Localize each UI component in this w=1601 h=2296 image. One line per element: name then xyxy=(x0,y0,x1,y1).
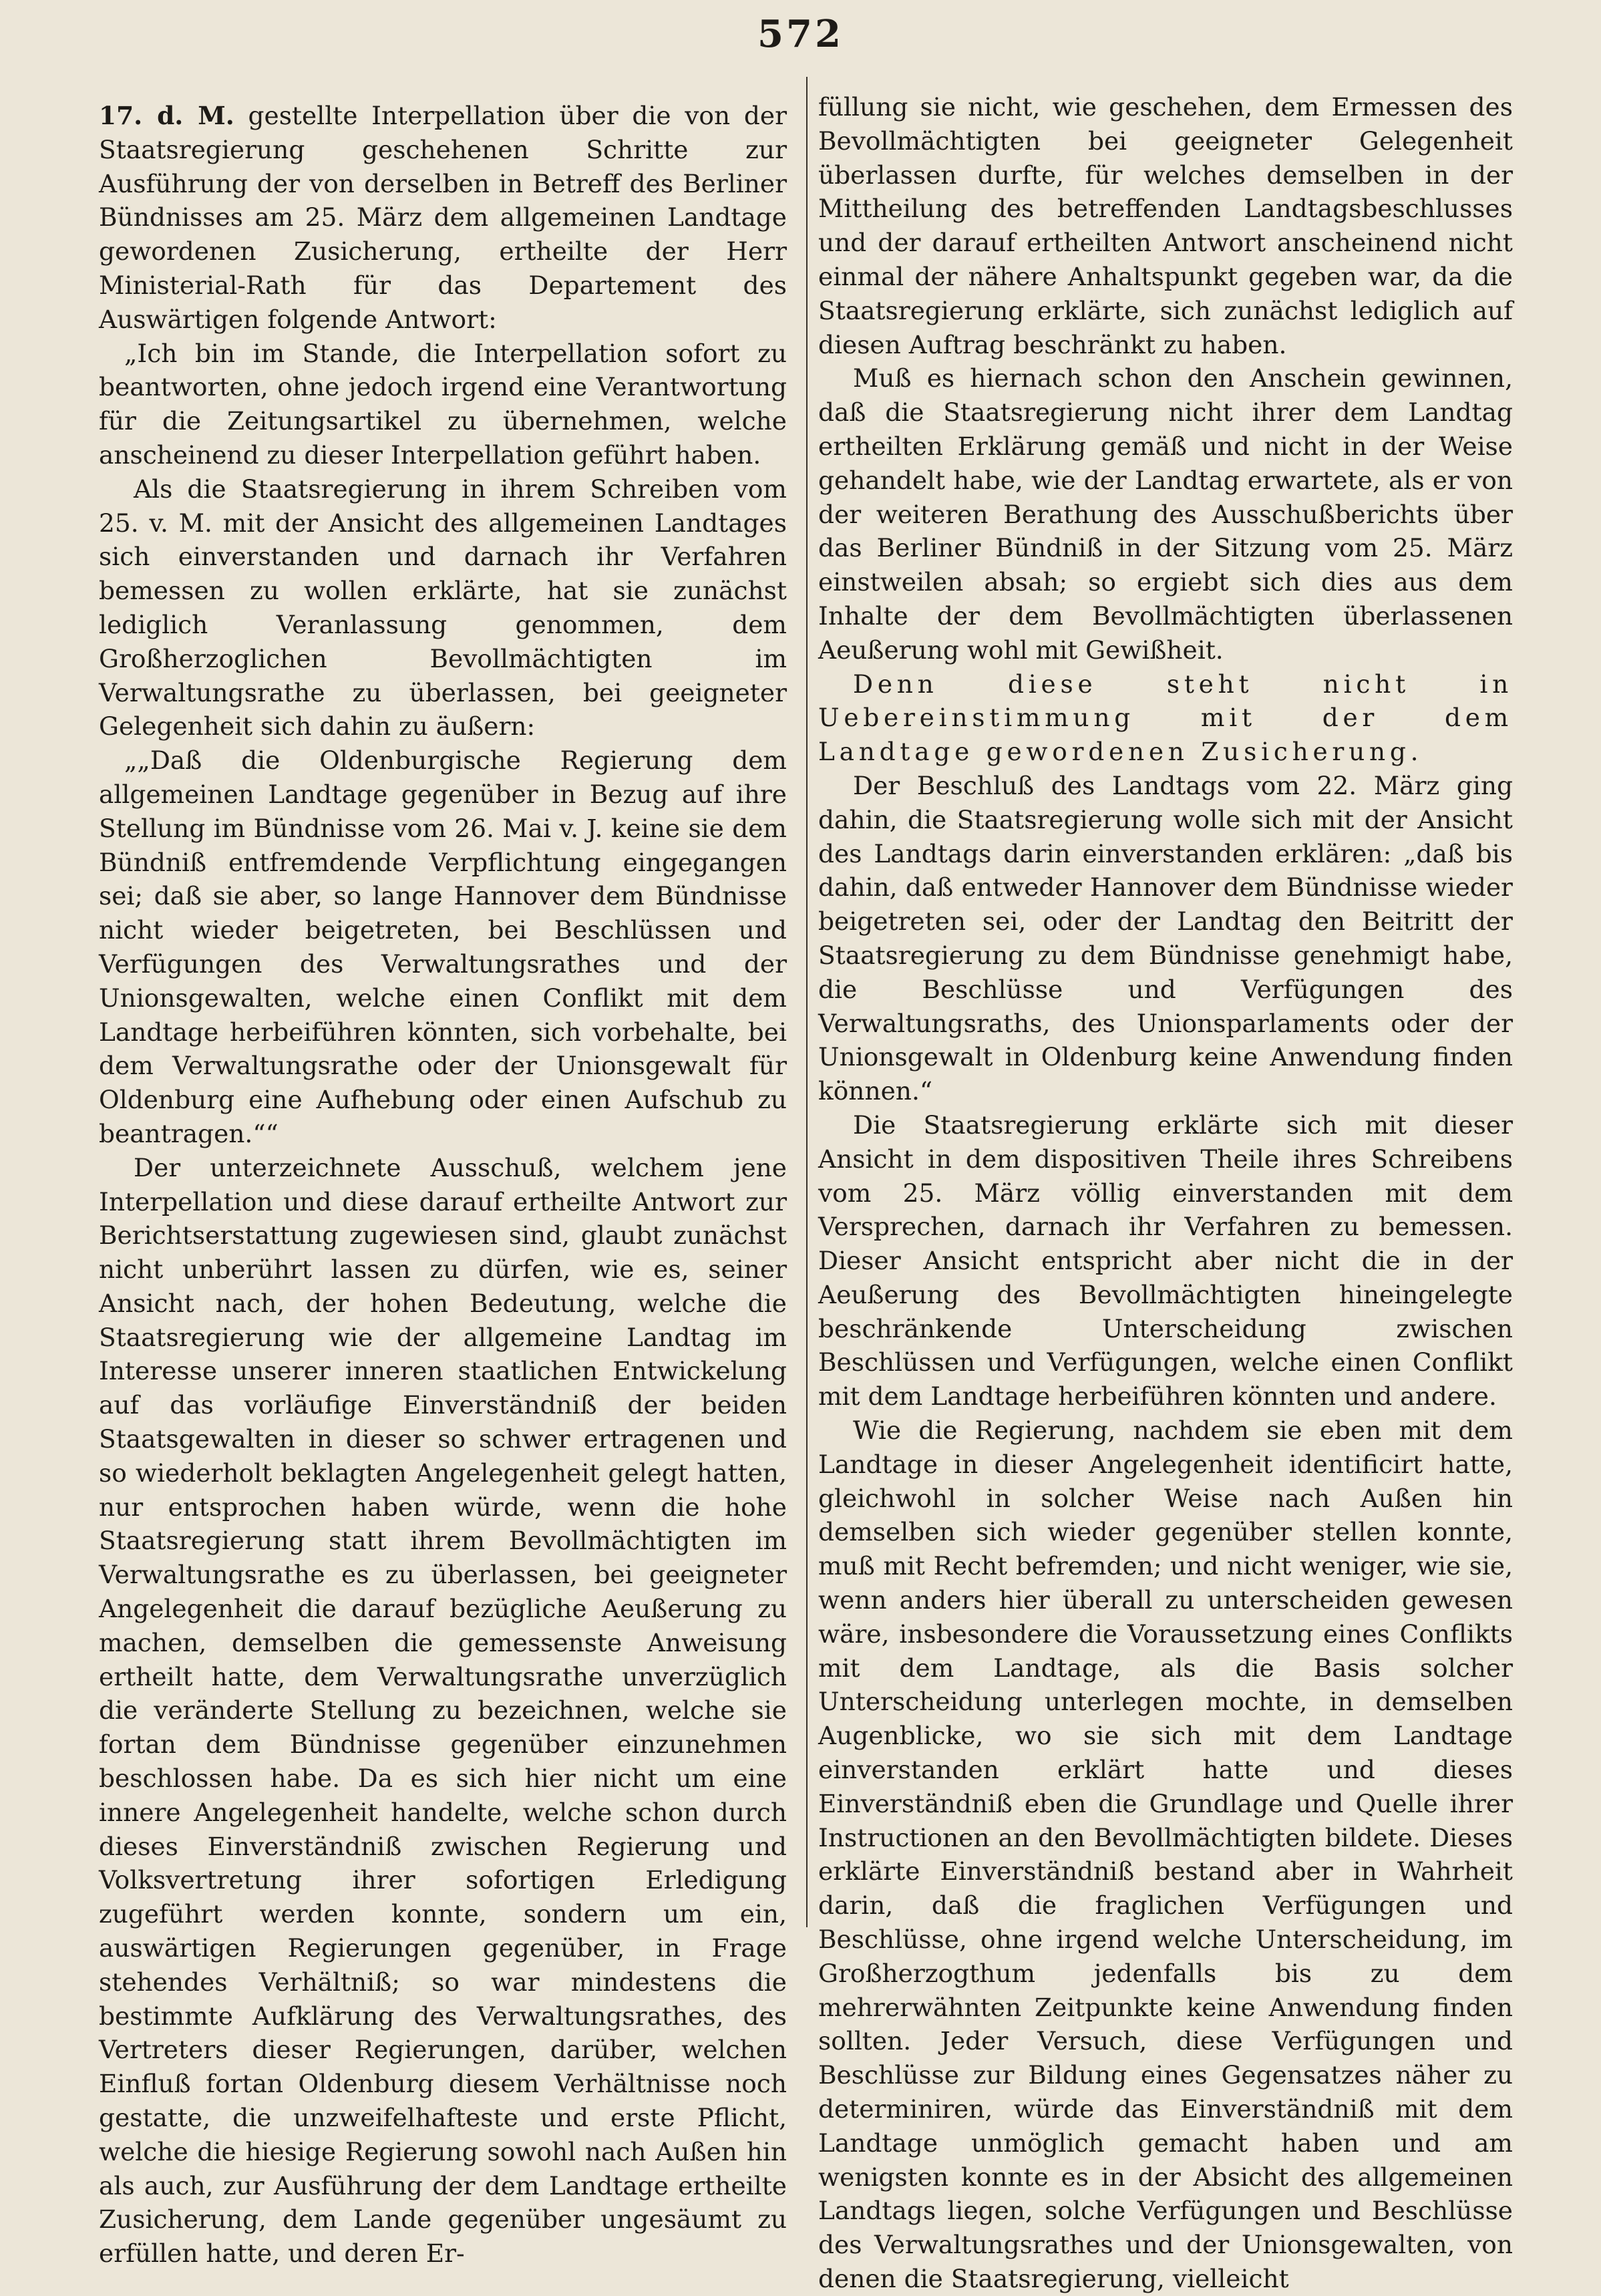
paragraph-text: „„Daß die Oldenburgische Regierung dem allgemeinen Landtage gegenüber in Bezug auf ihre Stellung im Bündnisse vom 26. Mai v. J. keine sie dem Bündniß entfremdende Verpflichtung eingegangen sei; daß sie aber, so lange Hannover dem Bündnisse nicht wieder beigetreten, bei Beschlüssen und Verfügungen des Verwaltungsrathes und der Unionsgewalten, welche einen Conflikt mit dem Landtage herbeiführen könnten, sich vorbehalte, bei dem Verwaltungsrathe oder der Unionsgewalt für Oldenburg eine Aufhebung oder einen Aufschub zu beantragen.““ xyxy=(99,746,787,1148)
left-column-paragraph xyxy=(99,472,787,744)
left-column-paragraph xyxy=(99,337,787,472)
right-column xyxy=(818,90,1513,2296)
left-column-paragraph xyxy=(99,1151,787,2271)
paragraph-text: Der unterzeichnete Ausschuß, welchem jene Interpellation und diese darauf ertheilte Antwort zur Berichtserstattung zugewiesen sind, glaubt zunächst nicht unberührt lassen zu dürfen, wie es, seiner Ansicht nach, der hohen Bedeutung, welche die Staatsregierung wie der allgemeine Landtag im Interesse unserer inneren staatlichen Entwickelung auf das vorläufige Einverständniß der beiden Staatsgewalten in dieser so schwer ertragenen und so wiederholt beklagten Angelegenheit gelegt hatten, nur entsprochen haben würde, wenn die hohe Staatsregierung statt ihrem Bevollmächtigten im Verwaltungsrathe es zu überlassen, bei geeigneter Angelegenheit die darauf bezügliche Aeußerung zu machen, demselben die gemessenste Anweisung ertheilt hatte, dem Verwaltungsrathe unverzüglich die veränderte Stellung zu bezeichnen, welche sie fortan dem Bündnisse gegenüber einzunehmen beschlossen habe. Da es sich hier nicht um eine innere Angelegenheit handelte, welche schon durch dieses Einverständniß zwischen Regierung und Volksvertretung ihrer sofortigen Erledigung zugeführt werden konnte, sondern um ein, auswärtigen Regierungen gegenüber, in Frage stehendes Verhältniß; so war mindestens die bestimmte Aufklärung des Verwaltungsrathes, des Vertreters dieser Regierungen, darüber, welchen Einfluß fortan Oldenburg diesem Verhältnisse noch gestatte, die unzweifelhafteste und erste Pflicht, welche die hiesige Regierung sowohl nach Außen hin als auch, zur Ausführung der dem Landtage ertheilte Zusicherung, dem Lande gegenüber ungesäumt zu erfüllen hatte, und deren Er- xyxy=(99,1152,787,2269)
right-column-paragraph xyxy=(818,361,1513,667)
paragraph-text: Als die Staatsregierung in ihrem Schreiben vom 25. v. M. mit der Ansicht des allgemeinen Landtages sich einverstanden und darnach ihr Verfahren bemessen zu wollen erklärte, hat sie zunächst lediglich Veranlassung genommen, dem Großherzoglichen Bevollmächtigten im Verwaltungsrathe zu überlassen, bei geeigneter Gelegenheit sich dahin zu äußern: xyxy=(99,474,787,742)
left-column-paragraph xyxy=(99,744,787,1151)
column-divider xyxy=(806,77,808,1927)
left-column xyxy=(99,99,787,2271)
right-column-paragraph xyxy=(818,769,1513,1108)
right-column-paragraph xyxy=(818,667,1513,769)
page-number: 572 xyxy=(757,12,844,56)
paragraph-text: Wie die Regierung, nachdem sie eben mit dem Landtage in dieser Angelegenheit identificirt hatte, gleichwohl in solcher Weise nach Außen hin demselben sich wieder gegenüber stellen konnte, muß mit Recht befremden; und nicht weniger, wie sie, wenn anders hier überall zu unterscheiden gewesen wäre, insbesondere die Voraussetzung eines Conflikts mit dem Landtage, als die Basis solcher Unterscheidung unterlegen mochte, in demselben Augenblicke, wo sie sich mit dem Landtage einverstanden erklärt hatte und dieses Einverständniß eben die Grundlage und Quelle ihrer Instructionen an den Bevollmächtigten bildete. Dieses erklärte Einverständniß bestand aber in Wahrheit darin, daß die fraglichen Verfügungen und Beschlüsse, ohne irgend welche Unterscheidung, im Großherzogthum jedenfalls bis zu dem mehrerwähnten Zeitpunkte keine Anwendung finden sollten. Jeder Versuch, diese Verfügungen und Beschlüsse zur Bildung eines Gegensatzes näher zu determiniren, würde das Einverständniß mit dem Landtage unmöglich gemacht haben und am wenigsten konnte es in der Absicht des allgemeinen Landtags liegen, solche Verfügungen und Beschlüsse des Verwaltungsrathes und der Unionsgewalten, von denen die Staatsregierung, vielleicht xyxy=(818,1416,1513,2293)
paragraph-text: Die Staatsregierung erklärte sich mit dieser Ansicht in dem dispositiven Theile ihres Schreibens vom 25. März völlig einverstanden mit dem Versprechen, darnach ihr Verfahren zu bemessen. Dieser Ansicht entspricht aber nicht die in der Aeußerung des Bevollmächtigten hineingelegte beschränkende Unterscheidung zwischen Beschlüssen und Verfügungen, welche einen Conflikt mit dem Landtage herbeiführen könnten und andere. xyxy=(818,1110,1513,1412)
left-column-paragraph xyxy=(99,99,787,337)
right-column-paragraph xyxy=(818,90,1513,361)
right-column-paragraph xyxy=(818,1414,1513,2296)
paragraph-text: gestellte Interpellation über die von der Staatsregierung geschehenen Schritte zur Ausführung der von derselben in Betreff des Berliner Bündnisses am 25. März dem allgemeinen Landtage gewordenen Zusicherung, ertheilte der Herr Ministerial-Rath für das Departement des Auswärtigen folgende Antwort: xyxy=(99,101,787,334)
paragraph-text: Der Beschluß des Landtags vom 22. März ging dahin, die Staatsregierung wolle sich mit der Ansicht des Landtags darin einverstanden erklären: „daß bis dahin, daß entweder Hannover dem Bündnisse wieder beigetreten sei, oder der Landtag den Beitritt der Staatsregierung zu dem Bündnisse genehmigt habe, die Beschlüsse und Verfügungen des Verwaltungsraths, des Unionsparlaments oder der Unionsgewalt in Oldenburg keine Anwendung finden können.“ xyxy=(818,770,1513,1106)
paragraph-text: Denn diese steht nicht in Uebereinstimmung mit der dem Landtage gewordenen Zusicherung. xyxy=(818,669,1513,767)
paragraph-text: füllung sie nicht, wie geschehen, dem Ermessen des Bevollmächtigten bei geeigneter Gelegenheit überlassen durfte, für welches demselben in der Mittheilung des betreffenden Landtagsbeschlusses und der darauf ertheilten Antwort anscheinend nicht einmal der nähere Anhaltspunkt gegeben war, da die Staatsregierung erklärte, sich zunächst lediglich auf diesen Auftrag beschränkt zu haben. xyxy=(818,92,1513,359)
paragraph-text: „Ich bin im Stande, die Interpellation sofort zu beantworten, ohne jedoch irgend eine Verantwortung für die Zeitungsartikel zu übernehmen, welche anscheinend zu dieser Interpellation geführt haben. xyxy=(99,338,787,470)
paragraph-lead: 17. d. M. xyxy=(99,101,234,130)
paragraph-text: Muß es hiernach schon den Anschein gewinnen, daß die Staatsregierung nicht ihrer dem Landtag ertheilten Erklärung gemäß und nicht in der Weise gehandelt habe, wie der Landtag erwartete, als er von der weiteren Berathung des Ausschußberichts über das Berliner Bündniß in der Sitzung vom 25. März einstweilen absah; so ergiebt sich dies aus dem Inhalte der dem Bevollmächtigten überlassenen Aeußerung wohl mit Gewißheit. xyxy=(818,363,1513,665)
right-column-paragraph xyxy=(818,1108,1513,1414)
